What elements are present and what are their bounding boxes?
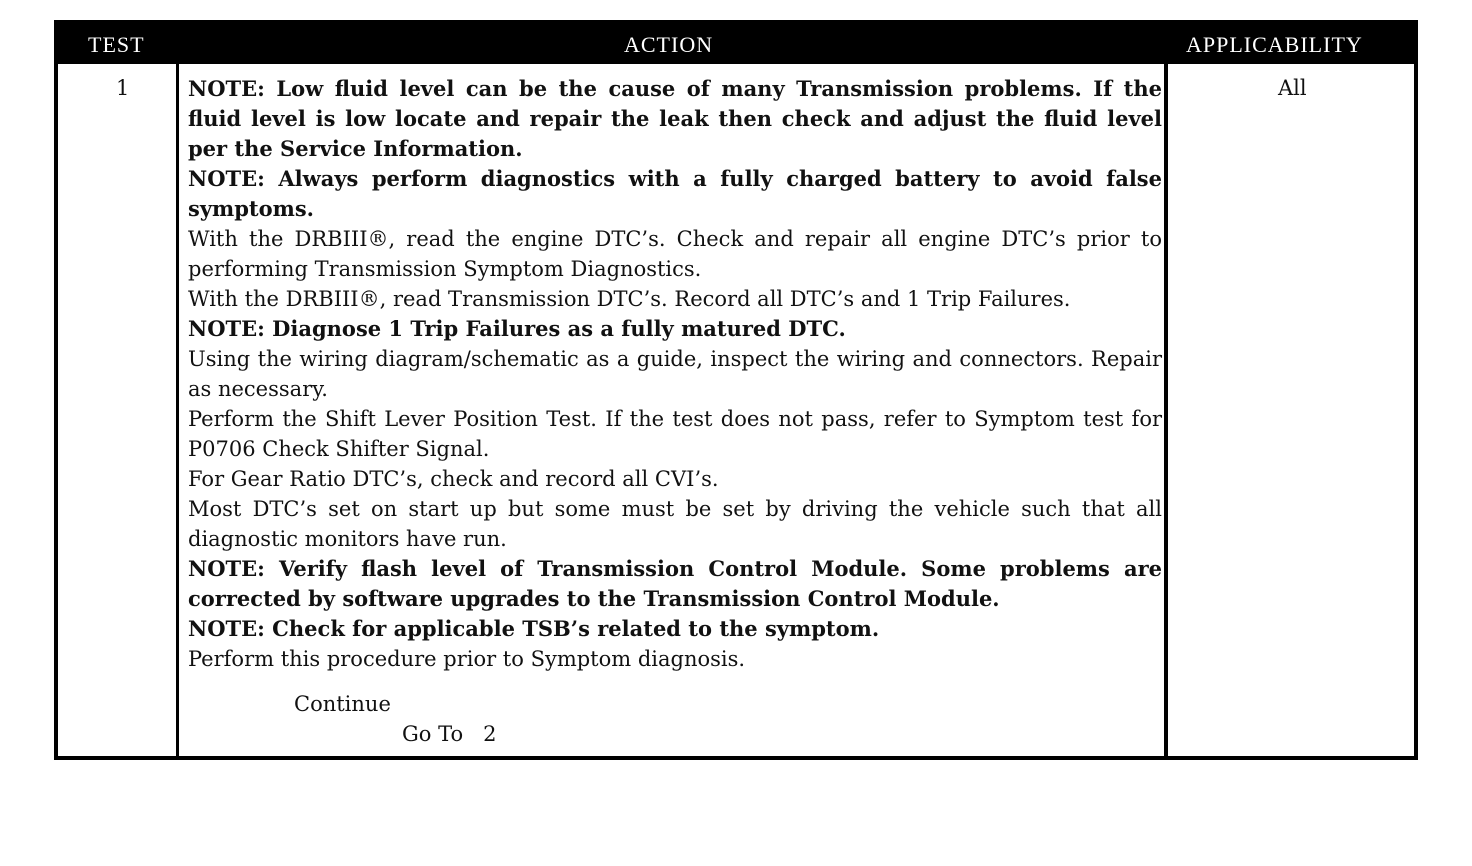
column-divider — [176, 64, 179, 756]
diagnostic-table — [54, 20, 1418, 760]
action-paragraph: NOTE: Low fluid level can be the cause of many Transmission problems. If the fluid level is low locate and repair the leak then check and adjust the fluid level per the Service Information. — [188, 76, 1162, 161]
action-paragraph: NOTE: Check for applicable TSB’s related to the symptom. — [188, 616, 880, 641]
test-number: 1 — [116, 76, 130, 100]
action-paragraph: Using the wiring diagram/schematic as a guide, inspect the wiring and connectors. Repair as necessary. — [188, 347, 1162, 401]
goto-label: Go To 2 — [402, 722, 497, 746]
action-paragraph: NOTE: Always perform diagnostics with a fully charged battery to avoid false symptoms. — [188, 166, 1162, 221]
action-paragraph: NOTE: Verify flash level of Transmission Control Module. Some problems are corrected by software upgrades to the Transmission Control Module. — [188, 556, 1162, 611]
continue-label: Continue — [294, 692, 391, 716]
column-divider — [1164, 64, 1168, 756]
table-header — [58, 24, 1414, 64]
action-paragraph: NOTE: Diagnose 1 Trip Failures as a fully matured DTC. — [188, 316, 846, 341]
action-paragraph: With the DRBIII®, read the engine DTC’s. Check and repair all engine DTC’s prior to performing Transmission Symptom Diagnostics. — [188, 227, 1162, 281]
header-action: ACTION — [624, 32, 714, 57]
header-applicability: APPLICABILITY — [1186, 32, 1363, 57]
header-test: TEST — [88, 32, 145, 57]
applicability-value: All — [1278, 76, 1307, 100]
action-paragraph: For Gear Ratio DTC’s, check and record all CVI’s. — [188, 467, 719, 491]
action-paragraph: With the DRBIII®, read Transmission DTC’s. Record all DTC’s and 1 Trip Failures. — [188, 287, 1071, 311]
action-paragraph: Perform this procedure prior to Symptom diagnosis. — [188, 647, 746, 671]
action-cell — [188, 74, 1162, 674]
action-paragraph: Perform the Shift Lever Position Test. If the test does not pass, refer to Symptom test for P0706 Check Shifter Signal. — [188, 407, 1162, 461]
action-paragraph: Most DTC’s set on start up but some must be set by driving the vehicle such that all diagnostic monitors have run. — [188, 497, 1162, 551]
